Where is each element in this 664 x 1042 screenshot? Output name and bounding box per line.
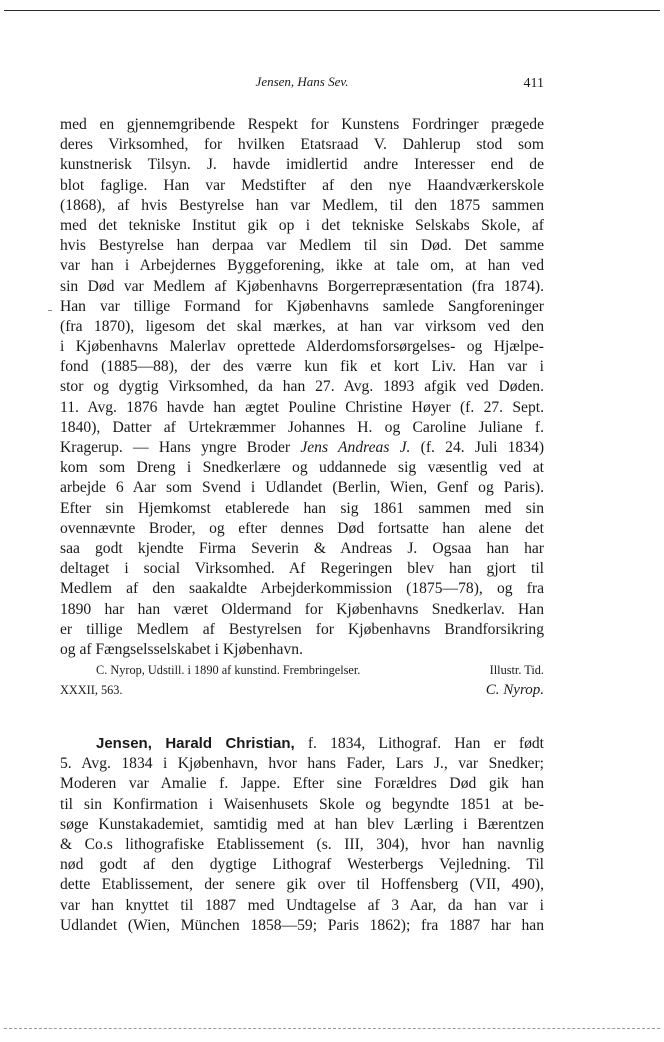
body-line: er tillige Medlem af Bestyrelsen for Kjøbenhavns Brandforsikring — [60, 620, 544, 638]
page-header — [60, 74, 544, 100]
italic-person-name: Jens Andreas J. — [300, 439, 411, 456]
author-signature: C. Nyrop. — [485, 682, 544, 699]
body-line: kom som Dreng i Snedkerlære og uddannede sig væsentlig ved at — [60, 459, 544, 477]
body-line: med det tekniske Institut gik op i det tekniske Selskabs Skole, af — [60, 216, 544, 234]
body-line: & Co.s lithografiske Etablissement (s. III, 304), hvor han navnlig — [60, 835, 544, 853]
body-line: med en gjennemgribende Respekt for Kunstens Fordringer prægede — [60, 116, 544, 133]
body-line: arbejde 6 Aar som Svend i Udlandet (Berlin, Wien, Genf og Paris). — [60, 479, 544, 497]
body-line: til sin Konfirmation i Waisenhusets Skole og begyndte 1851 at be- — [60, 795, 544, 813]
body-line: 1840), Datter af Urtekræmmer Johannes H. og Caroline Juliane f. — [60, 418, 544, 436]
body-line: saa godt kjendte Firma Severin & Andreas J. Ogsaa han har — [60, 539, 544, 557]
margin-mark — [48, 310, 52, 311]
body-line: Udlandet (Wien, München 1858—59; Paris 1862); fra 1887 har han — [60, 916, 544, 934]
body-line: 5. Avg. 1834 i Kjøbenhavn, hvor hans Fader, Lars J., var Snedker; — [60, 755, 544, 773]
body-line: var han knyttet til 1887 med Undtagelse af 3 Aar, da han var i — [60, 896, 544, 914]
bottom-rule — [4, 1028, 660, 1029]
body-line: ovennævnte Broder, og efter dennes Død fortsatte han alene det — [60, 519, 544, 537]
line-text-after: (f. 24. Juli 1834) — [410, 439, 545, 456]
body-line: Medlem af den saakaldte Arbejderkommission (1875—78), og fra — [60, 580, 544, 598]
body-line: søge Kunstakademiet, samtidig med at han blev Lærling i Bærentzen — [60, 815, 544, 833]
top-rule — [4, 10, 660, 11]
body-line: 1890 har han været Oldermand for Kjøbenhavns Snedkerlav. Han — [60, 600, 544, 618]
body-line: hvis Bestyrelse han derpaa var Medlem til sin Død. Det samme — [60, 237, 544, 255]
source-reference-cont — [60, 680, 544, 700]
body-line: kunstnerisk Tilsyn. J. havde imidlertid andre Interesser end de — [60, 156, 544, 174]
entry-headword: Jensen, Harald Christian, — [96, 735, 295, 752]
body-line: deltaget i social Virksomhed. Af Regeringen blev han gjort til — [60, 560, 544, 578]
body-line: nød godt af den dygtige Lithograf Westerbergs Vejledning. Til — [60, 856, 544, 874]
body-line: Han var tillige Formand for Kjøbenhavns samlede Sangforeninger — [60, 297, 544, 315]
source-reference — [60, 660, 544, 680]
body-line: dette Etablissement, der senere gik over til Hoffensberg (VII, 490), — [60, 876, 544, 894]
body-line-last: og af Fængselsselskabet i Kjøbenhavn. — [60, 640, 303, 658]
line-text-before: Kragerup. — Hans yngre Broder — [60, 439, 301, 456]
body-line: (fra 1870), ligesom det skal mærkes, at han var virksom ved den — [60, 317, 544, 335]
source-text-right: Illustr. Tid. — [489, 663, 544, 678]
body-line: Moderen var Amalie f. Jappe. Efter sine Forældres Død gik han — [60, 775, 544, 793]
entry-first-line — [60, 734, 544, 754]
body-line-with-italic-name — [60, 438, 544, 458]
entry-first-line-text: f. 1834, Lithograf. Han er født — [294, 735, 544, 752]
body-line: fond (1885—88), der des værre kun fik et kort Liv. Han var i — [60, 358, 544, 376]
body-line: Efter sin Hjemkomst etablerede han sig 1861 sammen med sin — [60, 499, 544, 517]
article-jensen-harald-christian — [60, 734, 544, 936]
body-line: blot faglige. Han var Medstifter af den nye Haandværkerskole — [60, 176, 544, 194]
body-line: deres Virksomhed, for hvilken Etatsraad V. Dahlerup stod som — [60, 136, 544, 154]
running-head: Jensen, Hans Sev. — [255, 74, 349, 89]
body-line: var han i Arbejdernes Byggeforening, ikke at tale om, at han ved — [60, 257, 544, 275]
body-line: stor og dygtig Virksomhed, da han 27. Avg. 1893 afgik ved Døden. — [60, 378, 544, 396]
body-line: sin Død var Medlem af Kjøbenhavns Borgerrepræsentation (fra 1874). — [60, 277, 544, 295]
source-volume: XXXII, 563. — [60, 683, 123, 698]
body-line: i Kjøbenhavns Malerlav oprettede Alderdomsforsørgelses- og Hjælpe- — [60, 338, 544, 356]
body-line: (1868), af hvis Bestyrelse han var Medlem, til den 1875 sammen — [60, 196, 544, 214]
body-line: 11. Avg. 1876 havde han ægtet Pouline Christine Høyer (f. 27. Sept. — [60, 398, 544, 416]
page-number: 411 — [523, 76, 544, 91]
article-jensen-hans-sev — [60, 115, 544, 700]
source-text: C. Nyrop, Udstill. i 1890 af kunstind. Frembringelser. — [96, 663, 361, 678]
